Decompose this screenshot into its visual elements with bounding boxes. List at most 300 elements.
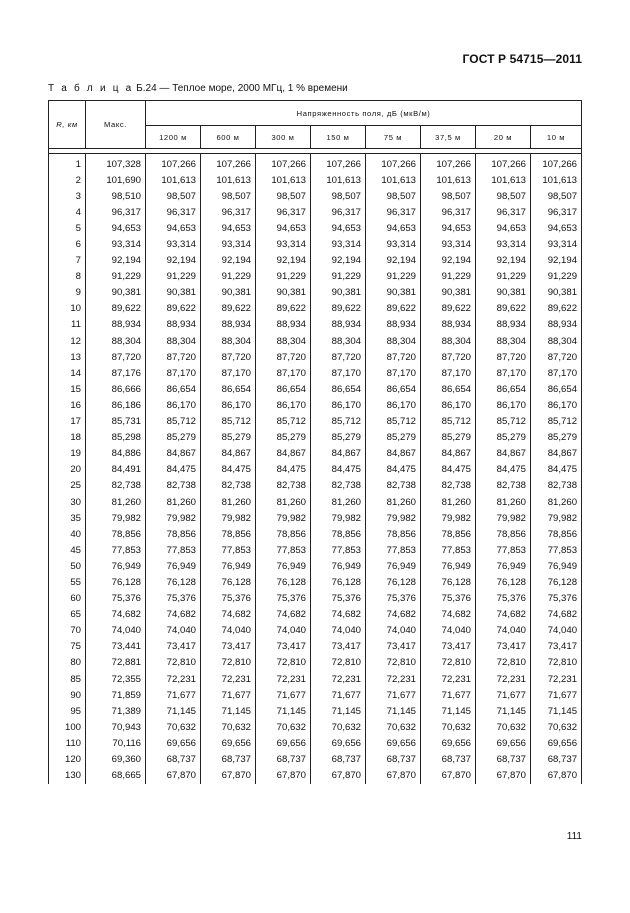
value-cell: 67,870 (476, 768, 531, 784)
value-cell: 84,475 (531, 462, 582, 478)
value-cell: 85,712 (366, 414, 421, 430)
value-cell: 77,853 (146, 542, 201, 558)
value-cell: 74,040 (476, 623, 531, 639)
value-cell: 75,376 (421, 591, 476, 607)
caption-number: Б.24 (136, 83, 157, 94)
table-row (49, 639, 582, 655)
distance-cell: 2 (49, 172, 86, 188)
value-cell: 71,677 (476, 687, 531, 703)
value-cell: 93,314 (476, 236, 531, 252)
value-cell: 73,417 (366, 639, 421, 655)
value-cell: 68,737 (311, 751, 366, 767)
distance-cell: 95 (49, 703, 86, 719)
value-cell: 79,982 (421, 510, 476, 526)
value-cell: 101,613 (531, 172, 582, 188)
header-max: Макс. (86, 101, 146, 149)
value-cell: 84,867 (421, 446, 476, 462)
value-cell: 70,632 (311, 719, 366, 735)
value-cell: 84,867 (201, 446, 256, 462)
value-cell: 86,666 (86, 381, 146, 397)
value-cell: 89,622 (311, 301, 366, 317)
distance-cell: 6 (49, 236, 86, 252)
value-cell: 90,381 (311, 285, 366, 301)
value-cell: 74,682 (476, 607, 531, 623)
value-cell: 89,622 (256, 301, 311, 317)
table-row (49, 542, 582, 558)
value-cell: 101,613 (201, 172, 256, 188)
value-cell: 94,653 (146, 220, 201, 236)
value-cell: 81,260 (476, 494, 531, 510)
value-cell: 76,949 (421, 558, 476, 574)
value-cell: 84,475 (146, 462, 201, 478)
value-cell: 78,856 (311, 526, 366, 542)
table-row (49, 751, 582, 767)
value-cell: 101,613 (421, 172, 476, 188)
table-row (49, 414, 582, 430)
value-cell: 77,853 (311, 542, 366, 558)
distance-cell: 110 (49, 735, 86, 751)
value-cell: 107,266 (366, 154, 421, 173)
value-cell: 73,417 (421, 639, 476, 655)
value-cell: 74,682 (256, 607, 311, 623)
value-cell: 87,720 (86, 349, 146, 365)
value-cell: 91,229 (421, 269, 476, 285)
value-cell: 96,317 (256, 204, 311, 220)
value-cell: 93,314 (366, 236, 421, 252)
value-cell: 73,417 (476, 639, 531, 655)
value-cell: 86,654 (366, 381, 421, 397)
value-cell: 74,682 (531, 607, 582, 623)
value-cell: 88,304 (256, 333, 311, 349)
value-cell: 70,943 (86, 719, 146, 735)
value-cell: 88,934 (421, 317, 476, 333)
value-cell: 69,656 (146, 735, 201, 751)
value-cell: 96,317 (146, 204, 201, 220)
distance-cell: 45 (49, 542, 86, 558)
value-cell: 77,853 (531, 542, 582, 558)
value-cell: 69,656 (366, 735, 421, 751)
value-cell: 88,304 (366, 333, 421, 349)
value-cell: 79,982 (256, 510, 311, 526)
distance-cell: 90 (49, 687, 86, 703)
value-cell: 82,738 (201, 478, 256, 494)
header-height: 75 м (366, 126, 421, 149)
distance-cell: 14 (49, 365, 86, 381)
table-row (49, 285, 582, 301)
value-cell: 77,853 (201, 542, 256, 558)
table-row (49, 719, 582, 735)
value-cell: 89,622 (476, 301, 531, 317)
value-cell: 88,304 (86, 333, 146, 349)
value-cell: 73,441 (86, 639, 146, 655)
value-cell: 92,194 (311, 253, 366, 269)
table-row (49, 510, 582, 526)
value-cell: 96,317 (421, 204, 476, 220)
value-cell: 89,622 (366, 301, 421, 317)
value-cell: 71,677 (201, 687, 256, 703)
distance-cell: 60 (49, 591, 86, 607)
value-cell: 71,145 (421, 703, 476, 719)
value-cell: 85,279 (421, 430, 476, 446)
value-cell: 87,720 (201, 349, 256, 365)
value-cell: 76,949 (531, 558, 582, 574)
value-cell: 69,656 (531, 735, 582, 751)
value-cell: 85,712 (201, 414, 256, 430)
table-row (49, 462, 582, 478)
value-cell: 84,867 (476, 446, 531, 462)
value-cell: 88,304 (476, 333, 531, 349)
value-cell: 98,507 (366, 188, 421, 204)
table-row (49, 494, 582, 510)
table-row (49, 623, 582, 639)
value-cell: 96,317 (86, 204, 146, 220)
value-cell: 72,810 (256, 655, 311, 671)
value-cell: 76,949 (201, 558, 256, 574)
value-cell: 72,810 (531, 655, 582, 671)
value-cell: 89,622 (86, 301, 146, 317)
value-cell: 76,128 (366, 574, 421, 590)
value-cell: 87,170 (311, 365, 366, 381)
distance-cell: 55 (49, 574, 86, 590)
value-cell: 71,145 (366, 703, 421, 719)
header-height: 20 м (476, 126, 531, 149)
value-cell: 86,170 (146, 397, 201, 413)
table-row (49, 607, 582, 623)
value-cell: 76,128 (201, 574, 256, 590)
value-cell: 74,040 (256, 623, 311, 639)
value-cell: 101,613 (476, 172, 531, 188)
value-cell: 71,677 (256, 687, 311, 703)
value-cell: 71,677 (311, 687, 366, 703)
table-row (49, 397, 582, 413)
value-cell: 101,613 (256, 172, 311, 188)
value-cell: 93,314 (256, 236, 311, 252)
value-cell: 101,613 (311, 172, 366, 188)
value-cell: 82,738 (476, 478, 531, 494)
caption-prefix: Т а б л и ц а (48, 83, 134, 94)
value-cell: 74,040 (421, 623, 476, 639)
table-row (49, 349, 582, 365)
value-cell: 82,738 (256, 478, 311, 494)
value-cell: 71,677 (531, 687, 582, 703)
value-cell: 93,314 (421, 236, 476, 252)
distance-cell: 7 (49, 253, 86, 269)
table-row (49, 381, 582, 397)
value-cell: 93,314 (201, 236, 256, 252)
value-cell: 73,417 (311, 639, 366, 655)
value-cell: 68,737 (421, 751, 476, 767)
value-cell: 68,737 (201, 751, 256, 767)
table-row (49, 317, 582, 333)
value-cell: 85,279 (476, 430, 531, 446)
value-cell: 94,653 (366, 220, 421, 236)
distance-cell: 3 (49, 188, 86, 204)
value-cell: 72,810 (146, 655, 201, 671)
table-row (49, 220, 582, 236)
value-cell: 78,856 (421, 526, 476, 542)
value-cell: 68,737 (531, 751, 582, 767)
value-cell: 78,856 (201, 526, 256, 542)
field-strength-table (48, 100, 582, 784)
table-caption (48, 83, 348, 94)
value-cell: 92,194 (531, 253, 582, 269)
value-cell: 90,381 (366, 285, 421, 301)
value-cell: 72,231 (476, 671, 531, 687)
value-cell: 69,656 (256, 735, 311, 751)
value-cell: 74,682 (366, 607, 421, 623)
table-row (49, 735, 582, 751)
value-cell: 84,491 (86, 462, 146, 478)
value-cell: 70,632 (531, 719, 582, 735)
value-cell: 74,682 (201, 607, 256, 623)
value-cell: 79,982 (86, 510, 146, 526)
value-cell: 98,507 (256, 188, 311, 204)
value-cell: 72,810 (476, 655, 531, 671)
distance-cell: 15 (49, 381, 86, 397)
value-cell: 84,475 (256, 462, 311, 478)
table-row (49, 188, 582, 204)
header-height: 300 м (256, 126, 311, 149)
value-cell: 82,738 (421, 478, 476, 494)
value-cell: 107,266 (256, 154, 311, 173)
value-cell: 74,040 (146, 623, 201, 639)
value-cell: 98,507 (476, 188, 531, 204)
value-cell: 68,737 (476, 751, 531, 767)
value-cell: 89,622 (531, 301, 582, 317)
value-cell: 96,317 (201, 204, 256, 220)
value-cell: 81,260 (86, 494, 146, 510)
header-height: 1200 м (146, 126, 201, 149)
value-cell: 72,231 (256, 671, 311, 687)
value-cell: 72,231 (146, 671, 201, 687)
value-cell: 88,934 (146, 317, 201, 333)
value-cell: 75,376 (256, 591, 311, 607)
header-height: 150 м (311, 126, 366, 149)
distance-cell: 11 (49, 317, 86, 333)
header-distance (49, 101, 86, 149)
table-row (49, 154, 582, 173)
header-field-strength: Напряженность поля, дБ (мкВ/м) (146, 101, 582, 126)
header-height: 600 м (201, 126, 256, 149)
value-cell: 88,934 (366, 317, 421, 333)
table-row (49, 574, 582, 590)
value-cell: 69,656 (476, 735, 531, 751)
value-cell: 76,128 (531, 574, 582, 590)
value-cell: 90,381 (476, 285, 531, 301)
value-cell: 85,279 (146, 430, 201, 446)
value-cell: 86,170 (201, 397, 256, 413)
value-cell: 72,810 (421, 655, 476, 671)
value-cell: 78,856 (146, 526, 201, 542)
value-cell: 73,417 (201, 639, 256, 655)
value-cell: 84,867 (366, 446, 421, 462)
value-cell: 79,982 (366, 510, 421, 526)
value-cell: 87,720 (531, 349, 582, 365)
value-cell: 107,266 (476, 154, 531, 173)
value-cell: 91,229 (201, 269, 256, 285)
caption-title: Теплое море, 2000 МГц, 1 % времени (172, 83, 348, 94)
value-cell: 79,982 (146, 510, 201, 526)
value-cell: 76,949 (86, 558, 146, 574)
value-cell: 75,376 (476, 591, 531, 607)
value-cell: 84,475 (201, 462, 256, 478)
value-cell: 76,128 (421, 574, 476, 590)
value-cell: 68,665 (86, 768, 146, 784)
table-row (49, 591, 582, 607)
value-cell: 86,170 (531, 397, 582, 413)
value-cell: 72,810 (311, 655, 366, 671)
distance-cell: 18 (49, 430, 86, 446)
value-cell: 85,712 (146, 414, 201, 430)
distance-cell: 50 (49, 558, 86, 574)
value-cell: 67,870 (201, 768, 256, 784)
value-cell: 94,653 (256, 220, 311, 236)
value-cell: 86,186 (86, 397, 146, 413)
value-cell: 87,720 (421, 349, 476, 365)
value-cell: 84,867 (531, 446, 582, 462)
value-cell: 86,170 (476, 397, 531, 413)
distance-cell: 17 (49, 414, 86, 430)
value-cell: 70,632 (421, 719, 476, 735)
value-cell: 98,510 (86, 188, 146, 204)
value-cell: 70,632 (201, 719, 256, 735)
value-cell: 101,613 (366, 172, 421, 188)
value-cell: 107,328 (86, 154, 146, 173)
value-cell: 81,260 (311, 494, 366, 510)
value-cell: 73,417 (146, 639, 201, 655)
value-cell: 77,853 (421, 542, 476, 558)
table-row (49, 269, 582, 285)
distance-cell: 9 (49, 285, 86, 301)
value-cell: 86,654 (201, 381, 256, 397)
distance-cell: 35 (49, 510, 86, 526)
value-cell: 90,381 (421, 285, 476, 301)
value-cell: 87,176 (86, 365, 146, 381)
value-cell: 107,266 (201, 154, 256, 173)
caption-dash: — (159, 83, 170, 94)
value-cell: 69,656 (311, 735, 366, 751)
value-cell: 86,654 (311, 381, 366, 397)
value-cell: 86,170 (256, 397, 311, 413)
value-cell: 68,737 (256, 751, 311, 767)
value-cell: 91,229 (311, 269, 366, 285)
value-cell: 76,128 (146, 574, 201, 590)
value-cell: 76,949 (311, 558, 366, 574)
value-cell: 92,194 (476, 253, 531, 269)
distance-cell: 20 (49, 462, 86, 478)
distance-cell: 4 (49, 204, 86, 220)
value-cell: 92,194 (256, 253, 311, 269)
value-cell: 81,260 (146, 494, 201, 510)
value-cell: 75,376 (311, 591, 366, 607)
table-row (49, 687, 582, 703)
value-cell: 81,260 (256, 494, 311, 510)
table-row (49, 768, 582, 784)
value-cell: 67,870 (366, 768, 421, 784)
value-cell: 85,279 (201, 430, 256, 446)
value-cell: 88,934 (256, 317, 311, 333)
value-cell: 91,229 (531, 269, 582, 285)
value-cell: 75,376 (366, 591, 421, 607)
value-cell: 85,279 (256, 430, 311, 446)
value-cell: 67,870 (256, 768, 311, 784)
value-cell: 72,231 (366, 671, 421, 687)
distance-cell: 16 (49, 397, 86, 413)
value-cell: 96,317 (311, 204, 366, 220)
value-cell: 98,507 (146, 188, 201, 204)
value-cell: 92,194 (146, 253, 201, 269)
value-cell: 78,856 (366, 526, 421, 542)
table-row (49, 236, 582, 252)
value-cell: 88,934 (476, 317, 531, 333)
value-cell: 84,867 (256, 446, 311, 462)
value-cell: 76,128 (86, 574, 146, 590)
value-cell: 93,314 (86, 236, 146, 252)
value-cell: 76,949 (146, 558, 201, 574)
value-cell: 90,381 (256, 285, 311, 301)
value-cell: 107,266 (421, 154, 476, 173)
table-row (49, 301, 582, 317)
value-cell: 79,982 (476, 510, 531, 526)
value-cell: 71,145 (476, 703, 531, 719)
value-cell: 93,314 (146, 236, 201, 252)
value-cell: 91,229 (146, 269, 201, 285)
value-cell: 87,720 (476, 349, 531, 365)
value-cell: 71,145 (531, 703, 582, 719)
value-cell: 72,231 (201, 671, 256, 687)
value-cell: 72,810 (201, 655, 256, 671)
distance-cell: 5 (49, 220, 86, 236)
table-row (49, 333, 582, 349)
value-cell: 98,507 (311, 188, 366, 204)
distance-cell: 30 (49, 494, 86, 510)
value-cell: 87,170 (421, 365, 476, 381)
value-cell: 93,314 (531, 236, 582, 252)
value-cell: 86,654 (146, 381, 201, 397)
value-cell: 70,116 (86, 735, 146, 751)
table-row (49, 558, 582, 574)
value-cell: 73,417 (256, 639, 311, 655)
value-cell: 84,867 (146, 446, 201, 462)
value-cell: 71,677 (366, 687, 421, 703)
value-cell: 84,867 (311, 446, 366, 462)
value-cell: 86,170 (311, 397, 366, 413)
value-cell: 88,304 (311, 333, 366, 349)
distance-cell: 19 (49, 446, 86, 462)
document-standard-number: ГОСТ Р 54715—2011 (462, 52, 582, 66)
page-number: 111 (566, 831, 582, 842)
value-cell: 71,145 (256, 703, 311, 719)
distance-cell: 25 (49, 478, 86, 494)
value-cell: 69,656 (421, 735, 476, 751)
value-cell: 74,682 (86, 607, 146, 623)
table-row (49, 671, 582, 687)
table-row (49, 478, 582, 494)
value-cell: 67,870 (311, 768, 366, 784)
value-cell: 88,304 (146, 333, 201, 349)
value-cell: 88,304 (201, 333, 256, 349)
value-cell: 91,229 (86, 269, 146, 285)
distance-cell: 10 (49, 301, 86, 317)
value-cell: 79,982 (311, 510, 366, 526)
value-cell: 77,853 (366, 542, 421, 558)
value-cell: 98,507 (201, 188, 256, 204)
value-cell: 72,231 (531, 671, 582, 687)
value-cell: 77,853 (476, 542, 531, 558)
value-cell: 98,507 (421, 188, 476, 204)
table-row (49, 430, 582, 446)
value-cell: 86,654 (476, 381, 531, 397)
